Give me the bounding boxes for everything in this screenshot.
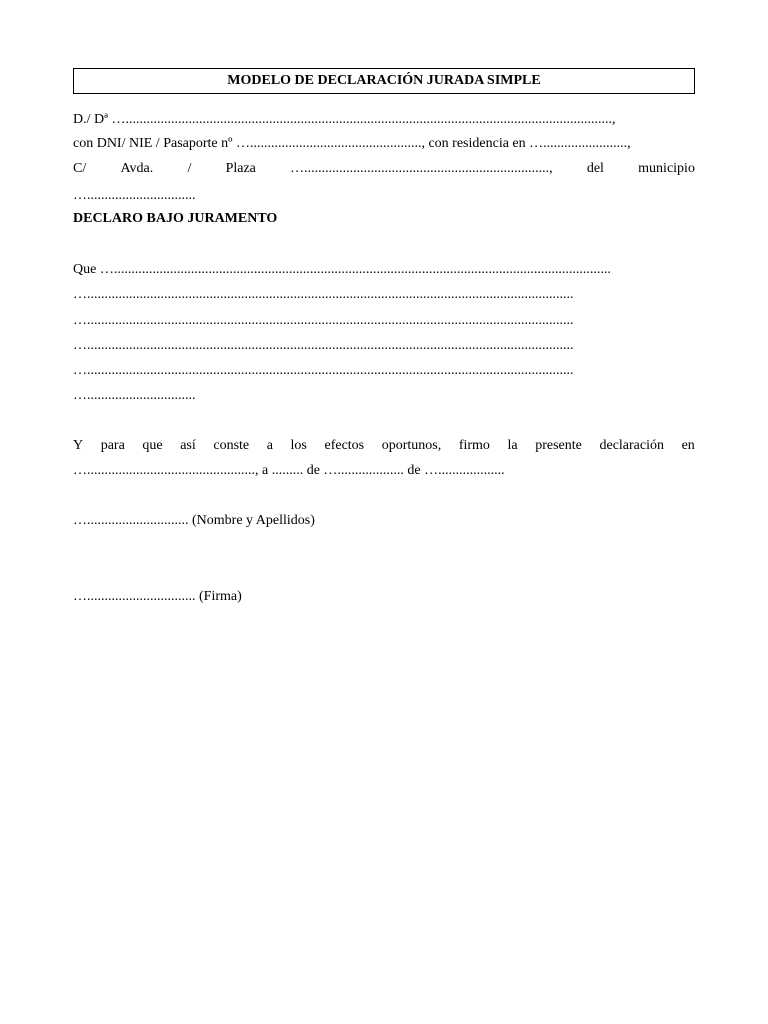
statement-line: …............................... — [73, 388, 196, 403]
statement-line: Que ….............................................................................................................................................. — [73, 262, 611, 277]
closing-word: firmo — [458, 438, 490, 453]
id-residence-line: con DNI/ NIE / Pasaporte nº …................................................., con residencia en …........................, — [73, 136, 631, 151]
signature-field-line: …............................... (Firma) — [73, 589, 242, 604]
municipality-line: …............................... — [73, 188, 196, 203]
statement-line: …........................................................................................................................................... — [73, 313, 574, 328]
place-date-line: …................................................, a ......... de …................... de …................... — [73, 463, 505, 478]
name-field-line: …............................. (Nombre y Apellidos) — [73, 513, 315, 528]
closing-word: para — [100, 438, 125, 453]
closing-word: oportunos, — [381, 438, 442, 453]
closing-word: la — [507, 438, 518, 453]
address-word: municipio — [638, 161, 695, 176]
closing-word: que — [142, 438, 163, 453]
declaration-heading: DECLARO BAJO JURAMENTO — [73, 211, 278, 226]
closing-line — [73, 438, 695, 455]
address-word: / — [187, 161, 192, 176]
address-word: …......................................................................, — [290, 161, 553, 176]
closing-word: efectos — [324, 438, 365, 453]
closing-word: los — [290, 438, 307, 453]
closing-word: presente — [535, 438, 582, 453]
document-page — [73, 68, 695, 604]
address-word: del — [586, 161, 604, 176]
statement-line: …........................................................................................................................................... — [73, 338, 574, 353]
address-word: C/ — [73, 161, 87, 176]
document-title: MODELO DE DECLARACIÓN JURADA SIMPLE — [73, 68, 695, 94]
closing-word: conste — [213, 438, 250, 453]
statement-line: …........................................................................................................................................... — [73, 363, 574, 378]
address-word: Avda. — [120, 161, 154, 176]
closing-word: a — [266, 438, 273, 453]
statement-line: …........................................................................................................................................... — [73, 287, 574, 302]
closing-word: declaración — [599, 438, 664, 453]
closing-word: Y — [73, 438, 84, 453]
address-word: Plaza — [225, 161, 256, 176]
address-line — [73, 161, 695, 178]
closing-word: así — [180, 438, 196, 453]
closing-word: en — [681, 438, 695, 453]
applicant-name-line: D./ Dª …..........................................................................................................................................., — [73, 112, 616, 127]
